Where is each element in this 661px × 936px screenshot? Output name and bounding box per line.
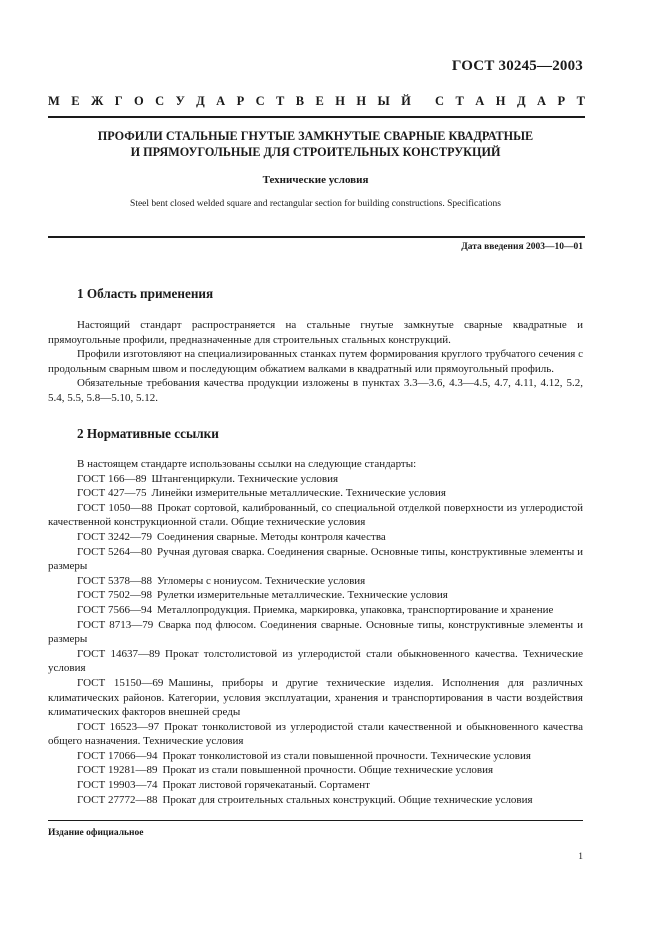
reference-title: Соединения сварные. Методы контроля качества — [156, 530, 386, 543]
reference-title: Прокат тонколистовой из углеродистой стали качественной и обыкновенного качества общего назначения. Технические условия — [48, 720, 583, 748]
references-list — [48, 472, 583, 808]
normative-references — [48, 457, 583, 807]
edition-label: Издание официальное — [48, 828, 144, 838]
reference-item — [48, 530, 583, 545]
section-1-paragraph: Профили изготовляют на специализированных станках путем формирования круглого трубчатого сечения с продольным сварным швом и последующим обжатием валками в квадратный или прямоугольный профиль. — [48, 348, 583, 375]
document-code: ГОСТ 30245—2003 — [451, 58, 583, 74]
reference-title: Угломеры с нониусом. Технические условия — [156, 574, 366, 587]
top-divider — [48, 116, 585, 118]
reference-title: Металлопродукция. Приемка, маркировка, упаковка, транспортирование и хранение — [156, 603, 554, 616]
references-intro: В настоящем стандарте использованы ссылки на следующие стандарты: — [77, 458, 417, 470]
reference-item — [48, 793, 583, 808]
reference-item — [48, 647, 583, 676]
reference-code: ГОСТ 8713—79 — [77, 618, 154, 631]
reference-title: Сварка под флюсом. Соединения сварные. Основные типы, конструктивные элементы и размеры — [48, 618, 583, 646]
title-line-2: И ПРЯМОУГОЛЬНЫЕ ДЛЯ СТРОИТЕЛЬНЫХ КОНСТРУКЦИЙ — [130, 145, 501, 159]
reference-code: ГОСТ 166—89 — [77, 472, 147, 485]
reference-title: Ручная дуговая сварка. Соединения сварные. Основные типы, конструктивные элементы и размеры — [48, 545, 583, 573]
reference-code: ГОСТ 16523—97 — [77, 720, 160, 733]
reference-item — [48, 472, 583, 487]
section-2-heading: 2 Нормативные ссылки — [77, 426, 219, 441]
reference-title: Прокат листовой горячекатаный. Сортамент — [162, 779, 370, 792]
reference-code: ГОСТ 3242—79 — [77, 530, 152, 543]
reference-item — [48, 545, 583, 574]
reference-code: ГОСТ 27772—88 — [77, 793, 158, 806]
reference-code: ГОСТ 1050—88 — [77, 501, 153, 514]
document-subtitle: Технические условия — [262, 174, 369, 186]
reference-code: ГОСТ 17066—94 — [77, 749, 158, 762]
interstate-standard-banner — [48, 94, 585, 109]
reference-title: Машины, приборы и другие технические изделия. Исполнения для различных климатических районов. Категории, условия эксплуатации, хранения и транспортирования в части воздействия климатических факторов внешней среды — [48, 676, 583, 719]
middle-divider — [48, 236, 585, 238]
reference-code: ГОСТ 19281—89 — [77, 764, 158, 777]
reference-title: Линейки измерительные металлические. Технические условия — [151, 487, 446, 500]
document-title — [60, 128, 571, 160]
section-1-body — [48, 318, 583, 406]
reference-title: Прокат для строительных стальных конструкций. Общие технические условия — [162, 793, 533, 806]
reference-code: ГОСТ 427—75 — [77, 487, 147, 500]
reference-title: Прокат тонколистовой из стали повышенной прочности. Технические условия — [162, 749, 531, 762]
page-number: 1 — [578, 852, 583, 862]
reference-code: ГОСТ 5378—88 — [77, 574, 152, 587]
reference-code: ГОСТ 19903—74 — [77, 779, 158, 792]
reference-title: Рулетки измерительные металлические. Технические условия — [156, 589, 448, 602]
reference-code: ГОСТ 7566—94 — [77, 603, 152, 616]
reference-title: Прокат из стали повышенной прочности. Общие технические условия — [162, 764, 494, 777]
reference-code: ГОСТ 14637—89 — [77, 647, 160, 660]
footer-divider — [48, 820, 583, 821]
reference-item — [48, 720, 583, 749]
english-title: Steel bent closed welded square and rectangular section for building constructions. Specifications — [130, 199, 501, 209]
reference-code: ГОСТ 7502—98 — [77, 589, 152, 602]
banner-word-standard: С Т А Н Д А Р Т — [435, 94, 585, 108]
reference-item — [48, 574, 583, 589]
section-1-heading: 1 Область применения — [77, 286, 214, 301]
reference-item — [48, 676, 583, 720]
reference-item — [48, 749, 583, 764]
introduction-date: Дата введения 2003—10—01 — [461, 242, 583, 252]
reference-title: Штангенциркули. Технические условия — [151, 472, 339, 485]
reference-code: ГОСТ 5264—80 — [77, 545, 152, 558]
reference-item — [48, 603, 583, 618]
banner-word-interstate: М Е Ж Г О С У Д А Р С Т В Е Н Н Ы Й — [48, 94, 411, 108]
reference-item — [48, 778, 583, 793]
section-1-paragraph: Настоящий стандарт распространяется на стальные гнутые замкнутые сварные квадратные и прямоугольные профили, предназначенные для строительных стальных конструкций. — [48, 319, 583, 346]
title-line-1: ПРОФИЛИ СТАЛЬНЫЕ ГНУТЫЕ ЗАМКНУТЫЕ СВАРНЫЕ КВАДРАТНЫЕ — [97, 129, 534, 143]
reference-item — [48, 588, 583, 603]
reference-title: Прокат сортовой, калиброванный, со специальной отделкой поверхности из углеродистой качественной конструкционной стали. Общие технические условия — [48, 501, 583, 529]
reference-item — [48, 618, 583, 647]
reference-code: ГОСТ 15150—69 — [77, 676, 164, 689]
reference-title: Прокат толстолистовой из углеродистой стали обыкновенного качества. Технические условия — [48, 647, 583, 675]
section-1-paragraph: Обязательные требования качества продукции изложены в пунктах 3.3—3.6, 4.3—4.5, 4.7, 4.11, 4.12, 5.2, 5.4, 5.5, 5.8—5.10, 5.12. — [48, 377, 583, 404]
reference-item — [48, 486, 583, 501]
reference-item — [48, 763, 583, 778]
reference-item — [48, 501, 583, 530]
